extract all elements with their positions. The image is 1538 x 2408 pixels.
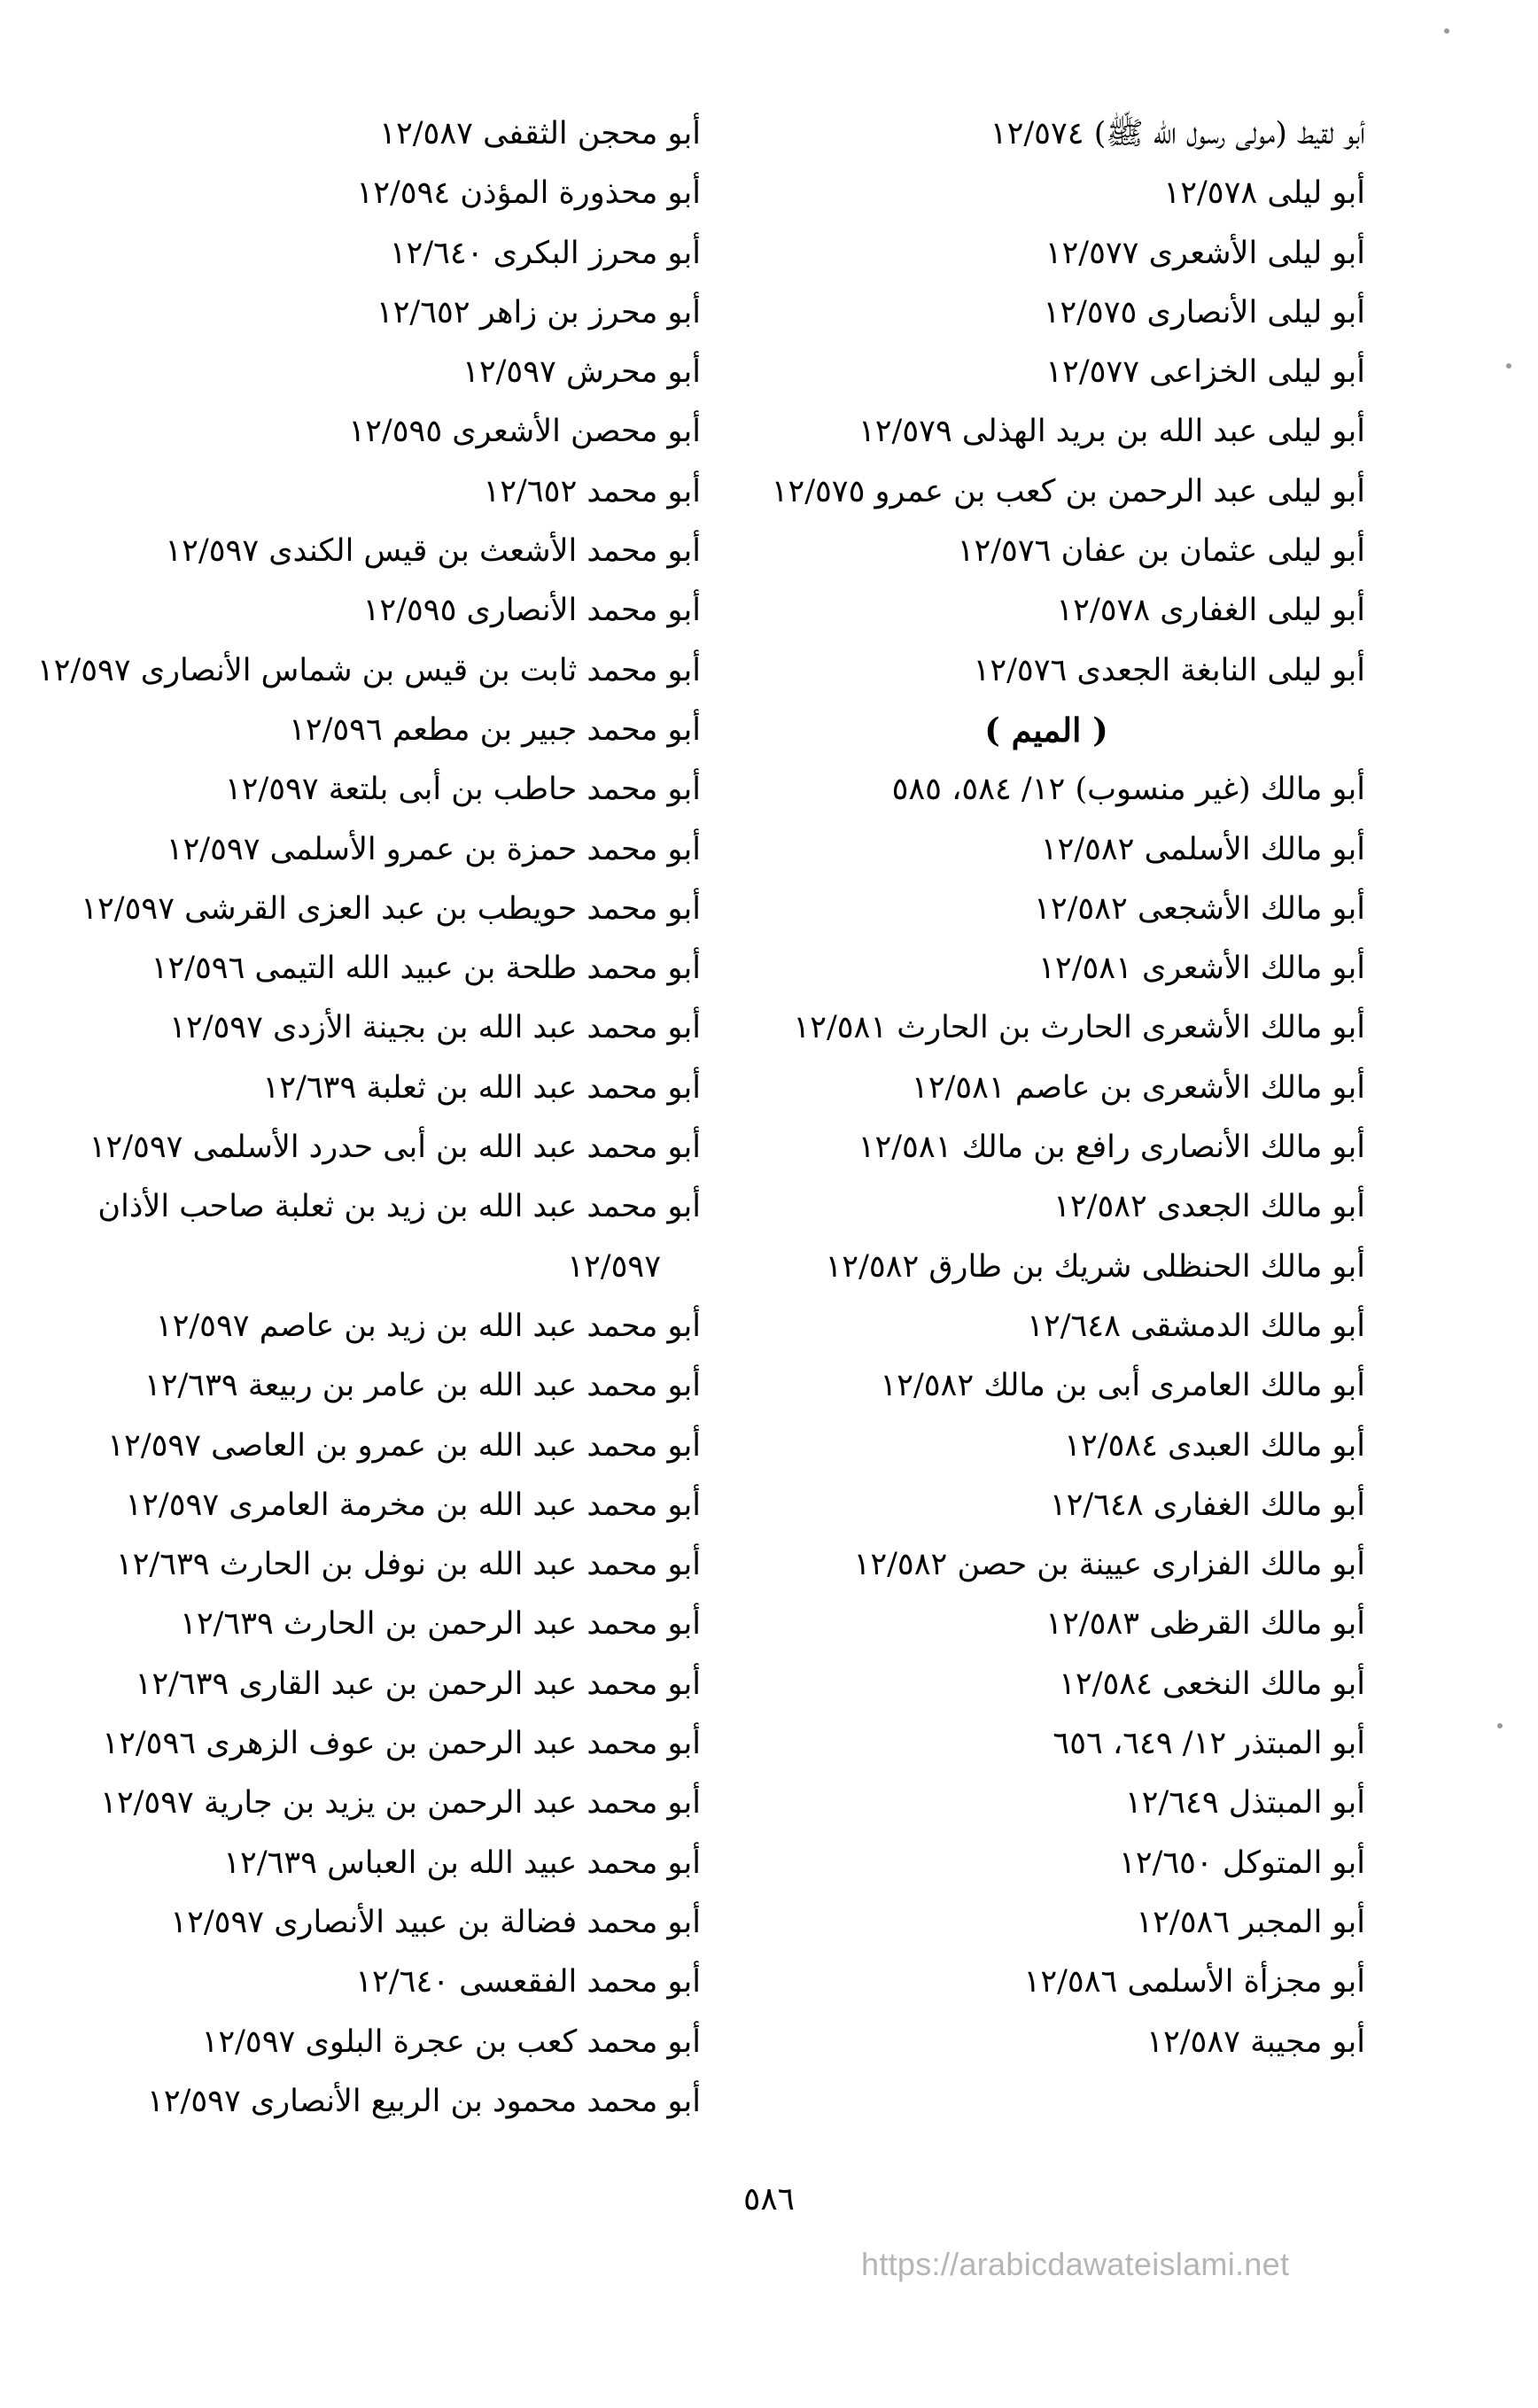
index-entry: أبو مجيبة ١٢/٥٨٧ — [1146, 2023, 1365, 2060]
index-entry: أبو محمد كعب بن عجرة البلوى ١٢/٥٩٧ — [201, 2023, 701, 2060]
index-entry: أبو محمد عبد الله بن عامر بن ربيعة ١٢/٦٣٩ — [144, 1368, 701, 1404]
index-entry: أبو محمد عبد الله بن أبى حدرد الأسلمى ١٢/٥٩٧ — [89, 1130, 701, 1166]
index-entry: أبو محمد جبير بن مطعم ١٢/٥٩٦ — [288, 711, 701, 748]
index-entry: أبو مالك الأسلمى ١٢/٥٨٢ — [1040, 831, 1365, 867]
index-entry: أبو محصن الأشعرى ١٢/٥٩٥ — [348, 414, 701, 450]
index-entry: أبو لقيط (مولى رسول الله ﷺ) ١٢/٥٧٤ — [990, 116, 1365, 151]
index-entry: أبو مالك القرظى ١٢/٥٨٣ — [1045, 1606, 1365, 1643]
index-entry: أبو مالك الجعدى ١٢/٥٨٢ — [1053, 1189, 1365, 1225]
index-entry: أبو محمد فضالة بن عبيد الأنصارى ١٢/٥٩٧ — [170, 1904, 701, 1940]
index-entry: أبو محمد عبد الله بن بجينة الأزدى ١٢/٥٩٧ — [169, 1010, 701, 1046]
index-entry: أبو محمد ١٢/٦٥٢ — [483, 473, 701, 509]
index-entry: أبو ليلى الأنصارى ١٢/٥٧٥ — [1043, 294, 1365, 330]
index-entry: أبو محمد الأنصارى ١٢/٥٩٥ — [362, 593, 701, 629]
index-entry: أبو محرز البكرى ١٢/٦٤٠ — [389, 235, 701, 271]
index-entry: أبو مالك الأشعرى ١٢/٥٨١ — [1038, 951, 1365, 987]
index-entry: أبو محرش ١٢/٥٩٧ — [462, 354, 701, 391]
index-entry: أبو مالك الأشعرى بن عاصم ١٢/٥٨١ — [911, 1069, 1365, 1106]
index-entry: أبو محجن الثقفى ١٢/٥٨٧ — [379, 116, 701, 151]
index-entry: أبو ليلى عثمان بن عفان ١٢/٥٧٦ — [957, 533, 1365, 570]
index-entry: أبو ليلى الخزاعى ١٢/٥٧٧ — [1045, 354, 1365, 391]
index-entry: أبو ليلى الأشعرى ١٢/٥٧٧ — [1045, 235, 1365, 271]
index-entry: أبو محمد عبد الرحمن بن يزيد بن جارية ١٢/٥٩٧ — [100, 1785, 701, 1822]
index-entry: أبو محمد عبد الله بن مخرمة العامرى ١٢/٥٩٧ — [125, 1487, 701, 1523]
index-entry: أبو المبتذر ١٢/ ٦٤٩، ٦٥٦ — [1053, 1726, 1365, 1762]
index-entry: أبو محمد عبد الله بن زيد بن عاصم ١٢/٥٩٧ — [155, 1308, 701, 1344]
scan-speck — [1444, 28, 1449, 34]
index-entry: أبو مالك الأنصارى رافع بن مالك ١٢/٥٨١ — [858, 1130, 1365, 1166]
index-entry: أبو مالك النخعى ١٢/٥٨٤ — [1059, 1666, 1365, 1702]
index-entry: أبو محمد حاطب بن أبى بلتعة ١٢/٥٩٧ — [224, 772, 701, 808]
index-entry: أبو مالك الدمشقى ١٢/٦٤٨ — [1027, 1308, 1365, 1344]
index-entry: أبو محمد الفقعسى ١٢/٦٤٠ — [355, 1964, 701, 2000]
index-entry: أبو محمد محمود بن الربيع الأنصارى ١٢/٥٩٧ — [146, 2083, 701, 2119]
index-entry: أبو مالك الحنظلى شريك بن طارق ١٢/٥٨٢ — [825, 1248, 1365, 1285]
index-entry: أبو محمد عبيد الله بن العباس ١٢/٦٣٩ — [223, 1845, 701, 1881]
index-entry: أبو محمد عبد الرحمن بن عبد القارى ١٢/٦٣٩ — [135, 1666, 701, 1702]
watermark-url: https://arabicdawateislami.net — [861, 2246, 1290, 2282]
index-entry: أبو مالك الغفارى ١٢/٦٤٨ — [1049, 1487, 1365, 1523]
index-entry: أبو محمد عبد الله بن عمرو بن العاصى ١٢/٥٩٧ — [107, 1427, 701, 1464]
index-entry: أبو محمد عبد الرحمن بن الحارث ١٢/٦٣٩ — [180, 1606, 701, 1643]
index-entry: أبو مالك الأشعرى الحارث بن الحارث ١٢/٥٨١ — [793, 1010, 1365, 1046]
index-entry: أبو مالك الأشجعى ١٢/٥٨٢ — [1034, 890, 1365, 927]
index-entry: أبو مجزأة الأسلمى ١٢/٥٨٦ — [1023, 1964, 1365, 2000]
index-entry: أبو ليلى النابغة الجعدى ١٢/٥٧٦ — [973, 652, 1365, 688]
index-entry: أبو ليلى عبد الرحمن بن كعب بن عمرو ١٢/٥٧٥ — [771, 473, 1365, 509]
index-entry: أبو محمد عبد الله بن زيد بن ثعلبة صاحب الأذان — [97, 1189, 701, 1225]
index-entry: أبو محمد حمزة بن عمرو الأسلمى ١٢/٥٩٧ — [166, 831, 701, 867]
index-entry: أبو ليلى عبد الله بن بريد الهذلى ١٢/٥٧٩ — [858, 414, 1365, 450]
index-entry: أبو محمد عبد الرحمن بن عوف الزهرى ١٢/٥٩٦ — [102, 1726, 701, 1762]
scan-speck — [1497, 1723, 1503, 1728]
index-entry: أبو محمد الأشعث بن قيس الكندى ١٢/٥٩٧ — [165, 533, 701, 570]
index-entry: أبو مالك الفزارى عيينة بن حصن ١٢/٥٨٢ — [853, 1547, 1365, 1583]
index-entry-continuation: ١٢/٥٩٧ — [567, 1248, 661, 1285]
index-entry: أبو ليلى ١٢/٥٧٨ — [1163, 175, 1365, 212]
index-entry: أبو مالك (غير منسوب) ١٢/ ٥٨٤، ٥٨٥ — [891, 772, 1365, 808]
index-entry: أبو مالك العامرى أبى بن مالك ١٢/٥٨٢ — [880, 1368, 1365, 1404]
index-entry: أبو محمد حويطب بن عبد العزى القرشى ١٢/٥٩٧ — [81, 890, 701, 927]
index-entry: أبو محمد عبد الله بن ثعلبة ١٢/٦٣٩ — [262, 1069, 701, 1106]
right-column — [727, 105, 1365, 2072]
index-entry: أبو المتوكل ١٢/٦٥٠ — [1118, 1845, 1365, 1881]
page-number: ٥٨٦ — [742, 2181, 795, 2218]
section-heading: ( الميم ) — [984, 710, 1108, 750]
index-entry: أبو محمد عبد الله بن نوفل بن الحارث ١٢/٦٣٩ — [115, 1547, 701, 1583]
index-entry: أبو محمد ثابت بن قيس بن شماس الأنصارى ١٢/٥٩٧ — [36, 652, 701, 688]
index-entry: أبو المجبر ١٢/٥٨٦ — [1136, 1904, 1365, 1940]
index-entry: أبو المبتذل ١٢/٦٤٩ — [1124, 1785, 1365, 1822]
scan-speck — [1506, 363, 1511, 369]
index-entry: أبو محمد طلحة بن عبيد الله التيمى ١٢/٥٩٦ — [151, 951, 701, 987]
index-entry: أبو ليلى الغفارى ١٢/٥٧٨ — [1056, 593, 1365, 629]
index-entry: أبو مالك العبدى ١٢/٥٨٤ — [1064, 1427, 1365, 1464]
left-column — [0, 105, 701, 2132]
index-entry: أبو محذورة المؤذن ١٢/٥٩٤ — [356, 175, 701, 212]
index-entry: أبو محرز بن زاهر ١٢/٦٥٢ — [376, 294, 701, 330]
